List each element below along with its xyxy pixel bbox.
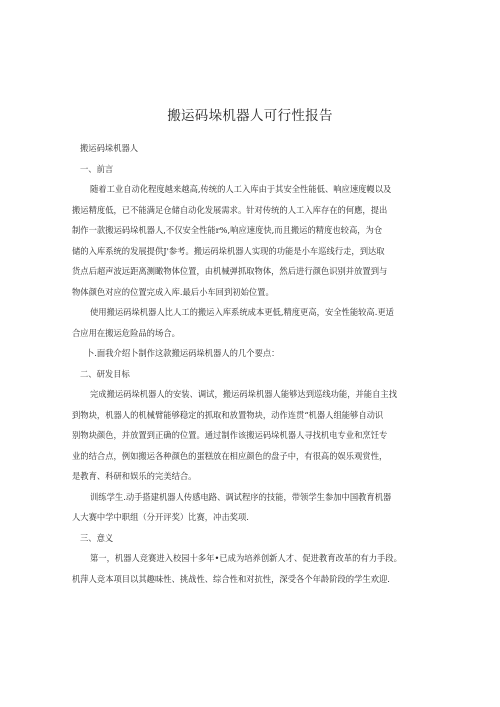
- body-line: 合应用在搬运危险品的场合。: [72, 327, 180, 338]
- body-line: 训练学生.动手搭建机器人传感电路、调试程序的技能，带领学生参加中国教育机器: [90, 491, 392, 502]
- body-line: 到物块，机器人的机械臂能够稳定的抓取和放置物块，动作连贯“机器人组能够自动识: [72, 409, 384, 420]
- body-line: 随着工业自动化程度越来越高,传统的人工入库由于其安全性能低、响应速度幔以及: [90, 184, 392, 194]
- body-line: 别物块颜色，并放置到正确的位置。通过制作该搬运码垛机器人寻找机电专业和烹饪专: [72, 430, 388, 440]
- body-line: 完成搬运码垛机器人的安装、调试，搬运码垛机器人能够达到巡线功能，并能自主找: [90, 389, 397, 399]
- document-body: [72, 138, 438, 589]
- body-line: 第一，机器人竞赛进入校园十多年•已成为培养创新人才、促进教育改革的有力手段。: [90, 553, 402, 563]
- body-line: 货点后超声波远距离测瞰物体位置，由机械弹抓取物体，然后进行颜色识别并放置到与: [72, 266, 388, 276]
- body-line: 储的入库系统的发展提供J'参考。搬运码垛机器人实现的功能是小车巡线行走，到达取: [72, 245, 385, 256]
- body-line: 是教育、科研和娱乐的完美结合。: [72, 471, 197, 481]
- section-heading: 一、前言: [80, 163, 114, 174]
- section-heading: 三、意义: [80, 532, 114, 543]
- body-line: 人大赛中学中职组（分开评奖）比赛，冲击奖项.: [72, 512, 249, 522]
- section-heading: 二、研发目标: [80, 368, 130, 379]
- document-title: 搬运码垛机器人可行性报告: [167, 108, 333, 124]
- body-line: 制作一款搬运码垛机器人,不仅安全性能r%,响应速度快,而且搬运的精度也较高，为仓: [72, 225, 383, 235]
- body-line: 机萍人竞本项目以其趣味性、挑战性、综合性和对抗性，深受各个年龄阶段的学生欢迎.: [72, 573, 390, 584]
- body-line: 搬运精度低，已不能满足仓储自动化发展需求。针对传统的人工入库存在的何應，提出: [72, 204, 388, 215]
- body-line: 搬运码垛机器人: [80, 143, 139, 153]
- body-line: 物体颜色对应的位置完成入库.最后小车回到初始位置。: [72, 286, 274, 297]
- body-line: 使用搬运码垛机器人比人工的搬运入库系统成本更低,精度更高，安全性能较高.更适: [90, 307, 394, 317]
- body-line: 卜.面我介绍卜制作这款搬运码垛机器人的几个要点：: [86, 348, 280, 358]
- body-line: 业的结合点，例如搬运各种颜色的蛋糕放在相应颜色的盘子中，有很高的娱乐观赏性，: [72, 450, 388, 461]
